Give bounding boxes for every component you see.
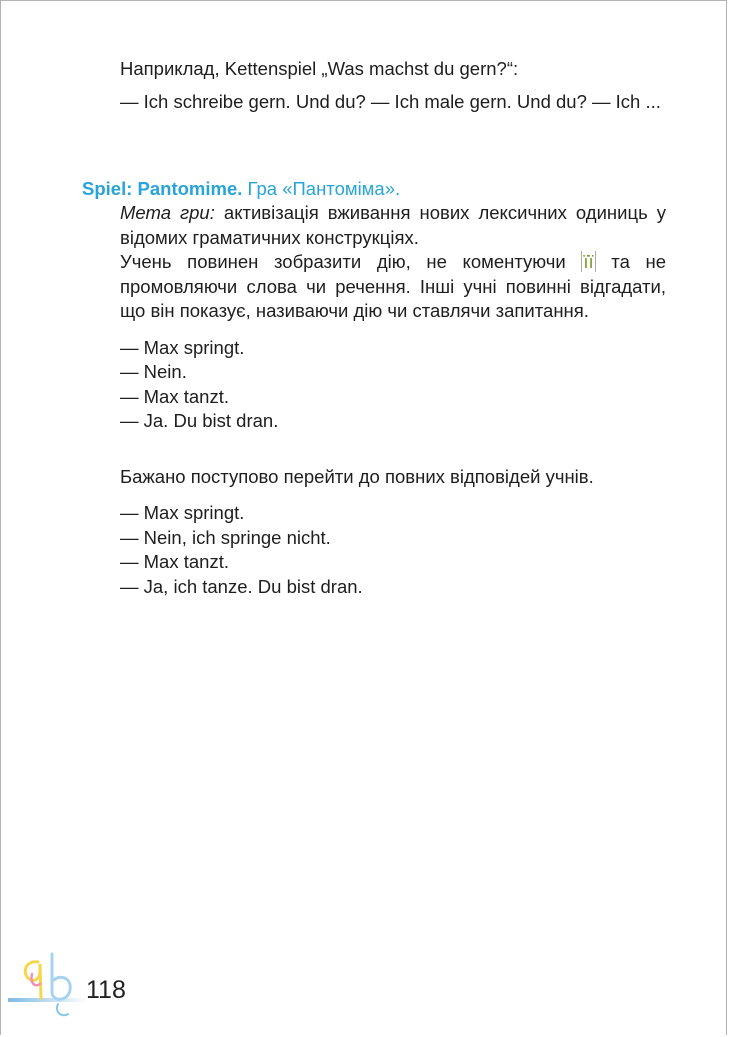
- dialog-line: — Ja, ich tanze. Du bist dran.: [120, 575, 363, 597]
- advice-paragraph: Бажано поступово перейти до повних відповідей учнів.: [120, 465, 594, 487]
- dialog-line: — Max tanzt.: [120, 551, 229, 572]
- dialog-line: — Max tanzt.: [120, 385, 229, 407]
- dialog-line: — Max springt.: [120, 502, 245, 523]
- example-chain-line: — Ich schreibe gern. Und du? — Ich male gern. Und du? — Ich ...: [120, 90, 661, 112]
- dialog-line: — Ja. Du bist dran.: [120, 410, 279, 431]
- instruction-highlight: її: [583, 251, 594, 272]
- page-number: 118: [86, 976, 126, 1004]
- dialog-line: — Max springt.: [120, 336, 245, 358]
- dialog-list-1: [120, 336, 666, 434]
- instruction-part1: Учень повинен зобразити дію, не коментуючи: [120, 251, 582, 272]
- intro-block: [120, 57, 666, 114]
- ab-letters-logo-icon: [8, 948, 88, 1022]
- intro-line: Наприклад, Kettenspiel „Was machst du gern?“:: [120, 58, 519, 79]
- section-heading-bold: Spiel: Pantomime.: [82, 178, 243, 199]
- instruction-paragraph: [120, 250, 666, 324]
- goal-text: активізація вживання нових лексичних одиниць у відомих граматичних конструкціях.: [120, 202, 667, 248]
- section-body: [120, 201, 666, 599]
- section-heading: [82, 177, 400, 201]
- goal-paragraph: [120, 201, 666, 250]
- dialog-line: — Nein, ich springe nicht.: [120, 526, 331, 548]
- goal-label: Мета гри:: [120, 202, 215, 223]
- section-heading-rest: Гра «Пантоміма».: [242, 178, 401, 199]
- dialog-line: — Nein.: [120, 361, 187, 382]
- dialog-list-2: [120, 501, 666, 599]
- instruction-part2: та не промовляючи слова чи речення. Інші учні повинні відгадати, що він показує, називаючи дію чи ставлячи запитання.: [120, 251, 667, 321]
